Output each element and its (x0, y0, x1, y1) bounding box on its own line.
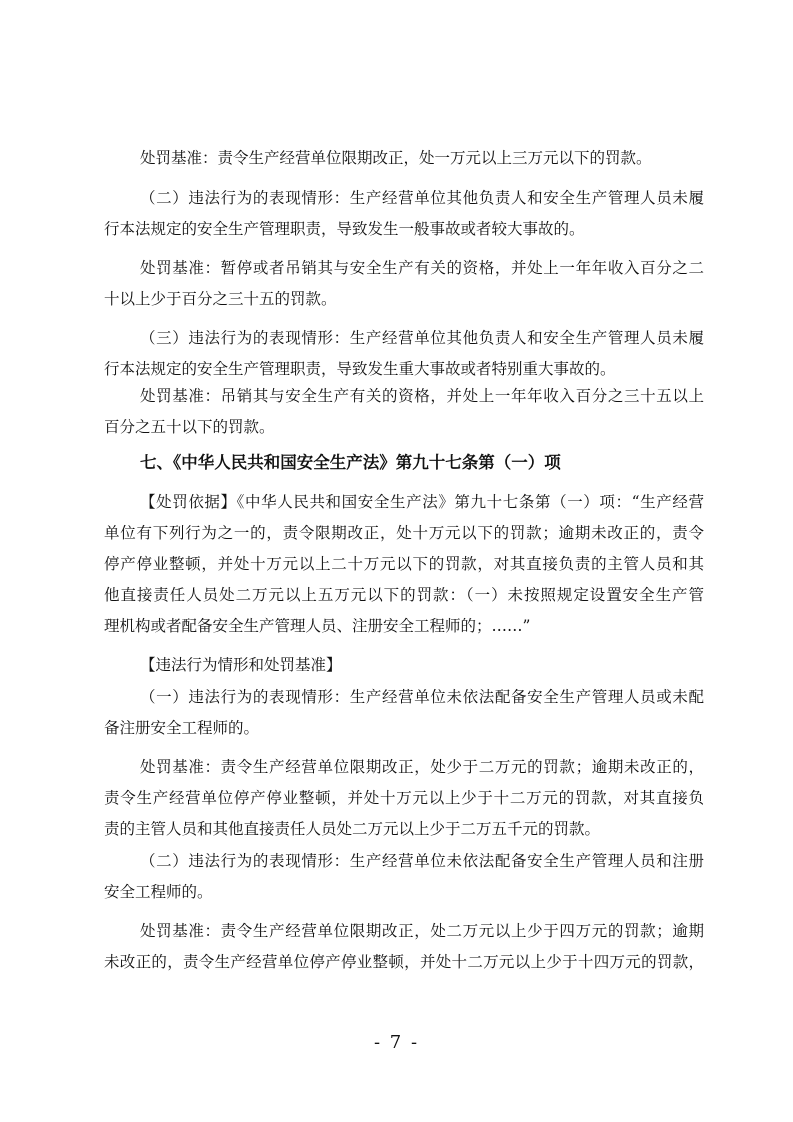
text-line: 理机构或者配备安全生产管理人员、注册安全工程师的；……” (104, 617, 531, 635)
text-line: 十以上少于百分之三十五的罚款。 (104, 290, 337, 308)
text-line: 安全工程师的。 (104, 883, 213, 901)
text-line: 他直接责任人员处二万元以上五万元以下的罚款：（一）未按照规定设置安全生产管 (104, 586, 704, 604)
text-line: （二）违法行为的表现情形：生产经营单位未依法配备安全生产管理人员和注册 (140, 852, 704, 870)
text-line: 责的主管人员和其他直接责任人员处二万元以上少于二万五千元的罚款。 (104, 820, 601, 838)
text-line: （三）违法行为的表现情形：生产经营单位其他负责人和安全生产管理人员未履 (140, 329, 704, 347)
page-number: - 7 - (373, 1032, 420, 1053)
text-line: 责令生产经营单位停产停业整顿，并处十万元以上少于十二万元的罚款，对其直接负 (104, 789, 704, 807)
text-line: 处罚基准：吊销其与安全生产有关的资格，并处上一年年收入百分之三十五以上 (140, 387, 704, 405)
text-line: 处罚基准：责令生产经营单位限期改正，处一万元以上三万元以下的罚款。 (140, 149, 652, 167)
text-line: 百分之五十以下的罚款。 (104, 418, 275, 436)
text-line: 处罚基准：责令生产经营单位限期改正，处少于二万元的罚款；逾期未改正的， (140, 758, 704, 776)
text-line: 单位有下列行为之一的，责令限期改正，处十万元以下的罚款；逾期未改正的，责令 (104, 524, 704, 542)
text-line: 处罚基准：暂停或者吊销其与安全生产有关的资格，并处上一年年收入百分之二 (140, 259, 704, 277)
section-heading: 七、《中华人民共和国安全生产法》第九十七条第（一）项 (140, 453, 561, 472)
text-line: 【处罚依据】《中华人民共和国安全生产法》第九十七条第（一）项：“生产经营 (140, 493, 704, 511)
text-line: （一）违法行为的表现情形：生产经营单位未依法配备安全生产管理人员或未配 (140, 688, 704, 706)
text-line: 【违法行为情形和处罚基准】 (140, 656, 342, 674)
text-line: 行本法规定的安全生产管理职责，导致发生重大事故或者特别重大事故的。 (104, 360, 616, 378)
text-line: 未改正的，责令生产经营单位停产停业整顿，并处十二万元以上少于十四万元的罚款， (104, 953, 704, 971)
text-line: 处罚基准：责令生产经营单位限期改正，处二万元以上少于四万元的罚款；逾期 (140, 922, 704, 940)
text-line: 备注册安全工程师的。 (104, 719, 260, 737)
text-line: （二）违法行为的表现情形：生产经营单位其他负责人和安全生产管理人员未履 (140, 189, 704, 207)
text-line: 行本法规定的安全生产管理职责，导致发生一般事故或者较大事故的。 (104, 220, 585, 238)
text-line: 停产停业整顿，并处十万元以上二十万元以下的罚款，对其直接负责的主管人员和其 (104, 555, 704, 573)
